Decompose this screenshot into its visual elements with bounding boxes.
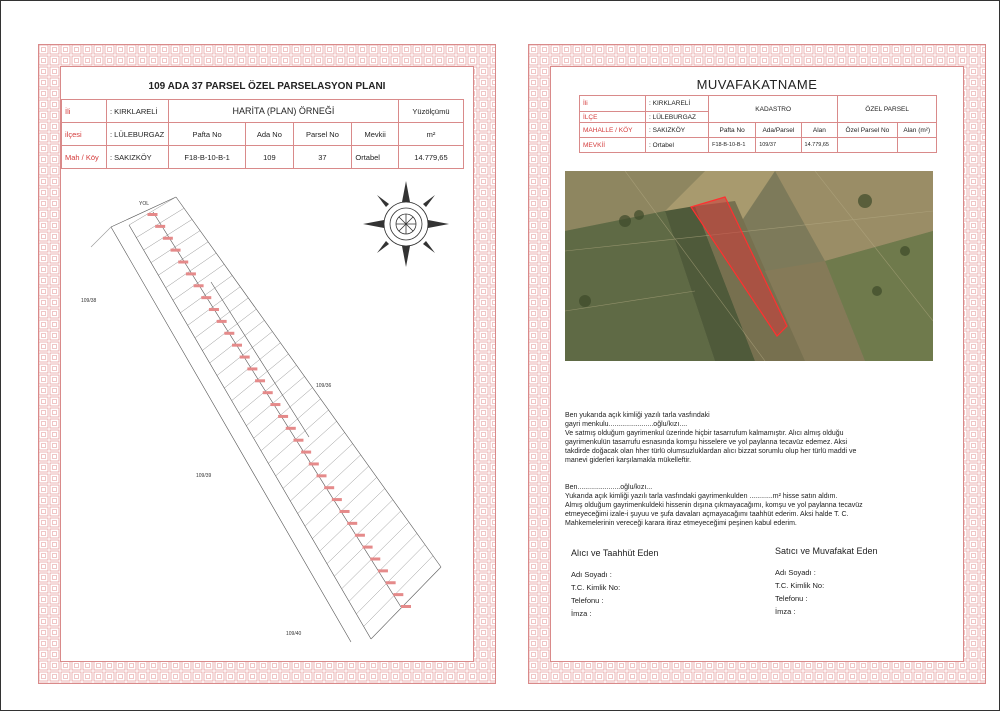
parcel-division-line [334, 511, 401, 576]
col-pafta: Pafta No [709, 123, 756, 138]
parcel-division-line [217, 332, 272, 376]
value-il: : KIRKLARELİ [646, 96, 709, 112]
parcel-division-line [283, 432, 345, 488]
parcel-division-line [320, 489, 385, 552]
col-ada: Ada No [246, 123, 293, 146]
parcel-division-line [144, 219, 192, 250]
parcel-label-mark [317, 474, 327, 477]
parcel-label-mark [263, 391, 273, 394]
value-mevkii: : Ortabel [646, 138, 709, 153]
parcel-division-line [239, 365, 296, 413]
parcel-division-line [166, 253, 216, 288]
seller-signature-field: İmza : [775, 607, 796, 616]
parcel-label-mark [270, 403, 280, 406]
consent-title: MUVAFAKATNAME [696, 77, 818, 92]
parcel-division-line [349, 533, 417, 601]
area-header: Yüzölçümü [398, 100, 463, 123]
parcel-label-mark [155, 225, 165, 228]
neighbor-label-3: 109/39 [196, 473, 212, 479]
parcel-division-line [151, 231, 200, 263]
parcel-label-mark [217, 320, 227, 323]
parcel-label-mark [340, 510, 350, 513]
cell-ada-parsel: 109/37 [756, 138, 801, 153]
cell-mevkii: Ortabel [352, 146, 399, 169]
value-mah: : SAKIZKÖY [646, 123, 709, 138]
neighbor-label-1: 109/38 [81, 298, 97, 304]
parcel-label-mark [178, 261, 188, 264]
parcel-division-line [298, 455, 361, 514]
seller-title: Satıcı ve Muvafakat Eden [775, 546, 878, 556]
cell-parsel: 37 [293, 146, 352, 169]
text-line: takdirde doğacak olan hher türlü olumsuzluklardan alıcı bizzat sorumlu olup her türlü maddi ve [565, 448, 857, 455]
parcel-division-line [195, 298, 248, 338]
kadastro-header: KADASTRO [709, 96, 838, 123]
consent-info-table [579, 95, 937, 153]
parcel-division-line [210, 320, 265, 363]
parcel-division-line [254, 388, 313, 439]
col-mevkii: Mevkii [352, 123, 399, 146]
parcel-division-line [224, 343, 280, 388]
parcel-label-mark [393, 593, 403, 596]
parcel-division-line [129, 197, 176, 225]
buyer-id-field: T.C. Kimlik No: [571, 583, 621, 592]
parcel-division-line [188, 287, 241, 326]
parcel-label-mark [148, 213, 158, 216]
text-line: Almış olduğum gayrimenkuldeki hissenin dışına çıkmayacağımı, komşu ve yol paylanna tecavüz [565, 502, 863, 509]
parcel-label-mark [355, 534, 365, 537]
parcel-label-mark [363, 546, 373, 549]
parcel-division-line [371, 567, 441, 639]
parcel-label-mark [240, 356, 250, 359]
parcel-label-mark [232, 344, 242, 347]
label-mah: Mah / Köy [62, 146, 107, 169]
text-line: Ve satmış olduğum gayrimenkul üzerinde hiçbir tasarrufum kalmamıştır. Alıcı almış olduğu [565, 430, 844, 437]
parcel-label-mark [401, 605, 411, 608]
text-line: etmeyeceğimi izale-i şuyuu ve şufa davaları açmayacağımı taahhüt ederim. Aksi halde T. C. [565, 511, 849, 518]
parcel-label-mark [201, 296, 211, 299]
parcel-map [81, 187, 461, 657]
parcel-division-line [312, 477, 376, 538]
text-line: Ben......................oğlu/kızı... [565, 484, 653, 491]
parcel-label-mark [278, 415, 288, 418]
text-line: gayrimenkulün tasarrufu esnasında komşu hisselere ve yol paylanna tecavüz edemez. Aksi [565, 439, 848, 446]
parcel-label-mark [171, 249, 181, 252]
cell-area: 14.779,65 [398, 146, 463, 169]
col-alan: Alan [801, 123, 838, 138]
parcel-division-line [342, 522, 409, 589]
parcel-label-mark [370, 557, 380, 560]
label-il: İli [580, 96, 646, 112]
seller-phone-field: Telefonu : [775, 594, 808, 603]
label-mevkii: MEVKİİ [580, 138, 646, 153]
label-ilce: İLÇE [580, 112, 646, 123]
parcel-label-mark [163, 237, 173, 240]
cell-ozel-alan [897, 138, 936, 153]
cell-ozel-parsel-no [838, 138, 897, 153]
parcel-label-mark [293, 439, 303, 442]
parcel-division-line [173, 264, 224, 300]
cell-pafta: F18-B-10-B-1 [169, 146, 246, 169]
parcel-division-line [232, 354, 289, 401]
consent-paragraph-seller [565, 411, 937, 465]
parcel-label-mark [386, 581, 396, 584]
road-label: YOL [139, 201, 150, 207]
text-line: gayri menkulu.......................oğlu/kızı.... [565, 421, 688, 428]
sheet-content [60, 66, 474, 662]
parcel-label-mark [286, 427, 296, 430]
parcel-label-mark [309, 462, 319, 465]
parcel-label-mark [332, 498, 342, 501]
col-ada-parsel: Ada/Parsel [756, 123, 801, 138]
col-parsel: Parsel No [293, 123, 352, 146]
value-il: : KIRKLARELİ [107, 100, 169, 123]
parcel-info-table [61, 99, 464, 169]
parcel-division-line [158, 242, 208, 275]
seller-name-field: Adı Soyadı : [775, 568, 816, 577]
col-ozel-alan: Alan (m²) [897, 123, 936, 138]
ozel-parsel-header: ÖZEL PARSEL [838, 96, 937, 123]
parcel-division-line [356, 545, 425, 614]
buyer-signature-field: İmza : [571, 609, 592, 618]
parcel-label-mark [224, 332, 234, 335]
seller-id-field: T.C. Kimlik No: [775, 581, 825, 590]
plan-subtitle: HARİTA (PLAN) ÖRNEĞİ [169, 100, 399, 123]
parcel-division-line [327, 500, 393, 564]
consent-paragraph-buyer [565, 483, 937, 528]
sheet-content [550, 66, 964, 662]
value-mah: : SAKIZKÖY [107, 146, 169, 169]
parcel-label-mark [301, 451, 311, 454]
parcel-label-mark [324, 486, 334, 489]
col-m2: m² [398, 123, 463, 146]
label-mah: MAHALLE / KÖY [580, 123, 646, 138]
parcel-label-mark [378, 569, 388, 572]
parcel-label-mark [255, 379, 265, 382]
parcel-label-mark [247, 367, 257, 370]
label-ilce: ilçesi [62, 123, 107, 146]
text-line: Yukarıda açık kimliği yazılı tarla vasfındaki gayrimenkulden ............m² hisse satın aldım. [565, 493, 838, 500]
parcel-label-mark [194, 284, 204, 287]
satellite-image [565, 171, 933, 361]
parcel-division-line [180, 275, 232, 312]
plan-title: 109 ADA 37 PARSEL ÖZEL PARSELASYON PLANI [148, 81, 386, 92]
col-pafta: Pafta No [169, 123, 246, 146]
parcel-label-mark [347, 522, 357, 525]
consent-sheet [528, 44, 986, 684]
cell-ada: 109 [246, 146, 293, 169]
buyer-title: Alıcı ve Taahhüt Eden [571, 548, 659, 558]
seller-signature-block [775, 545, 878, 618]
text-line: manevi giderleri karşılamakla mükelleftir. [565, 457, 692, 464]
cell-pafta: F18-B-10-B-1 [709, 138, 756, 153]
parcel-division-line [290, 444, 352, 501]
value-ilce: : LÜLEBURGAZ [646, 112, 709, 123]
parcel-label-mark [209, 308, 219, 311]
buyer-name-field: Adı Soyadı : [571, 570, 612, 579]
label-il: İli [62, 100, 107, 123]
parcel-plan-sheet [38, 44, 496, 684]
col-ozel-parsel-no: Özel Parsel No [838, 123, 897, 138]
parcel-division-line [305, 466, 369, 526]
parcel-label-mark [186, 272, 196, 275]
parcel-division-line [202, 309, 256, 350]
value-ilce: : LÜLEBURGAZ [107, 123, 169, 146]
buyer-phone-field: Telefonu : [571, 596, 604, 605]
parcel-division-line [136, 208, 184, 237]
parcel-division-line [364, 556, 433, 627]
text-line: Mahkemelerinin vereceği karara itiraz etmeyeceğimi peşinen kabul ederim. [565, 520, 797, 527]
neighbor-label-2: 109/36 [316, 383, 332, 389]
neighbor-label-4: 109/40 [286, 631, 302, 637]
text-line: Ben yukarıda açık kimliği yazılı tarla vasfındaki [565, 412, 710, 419]
cell-alan: 14.779,65 [801, 138, 838, 153]
buyer-signature-block [571, 547, 658, 620]
